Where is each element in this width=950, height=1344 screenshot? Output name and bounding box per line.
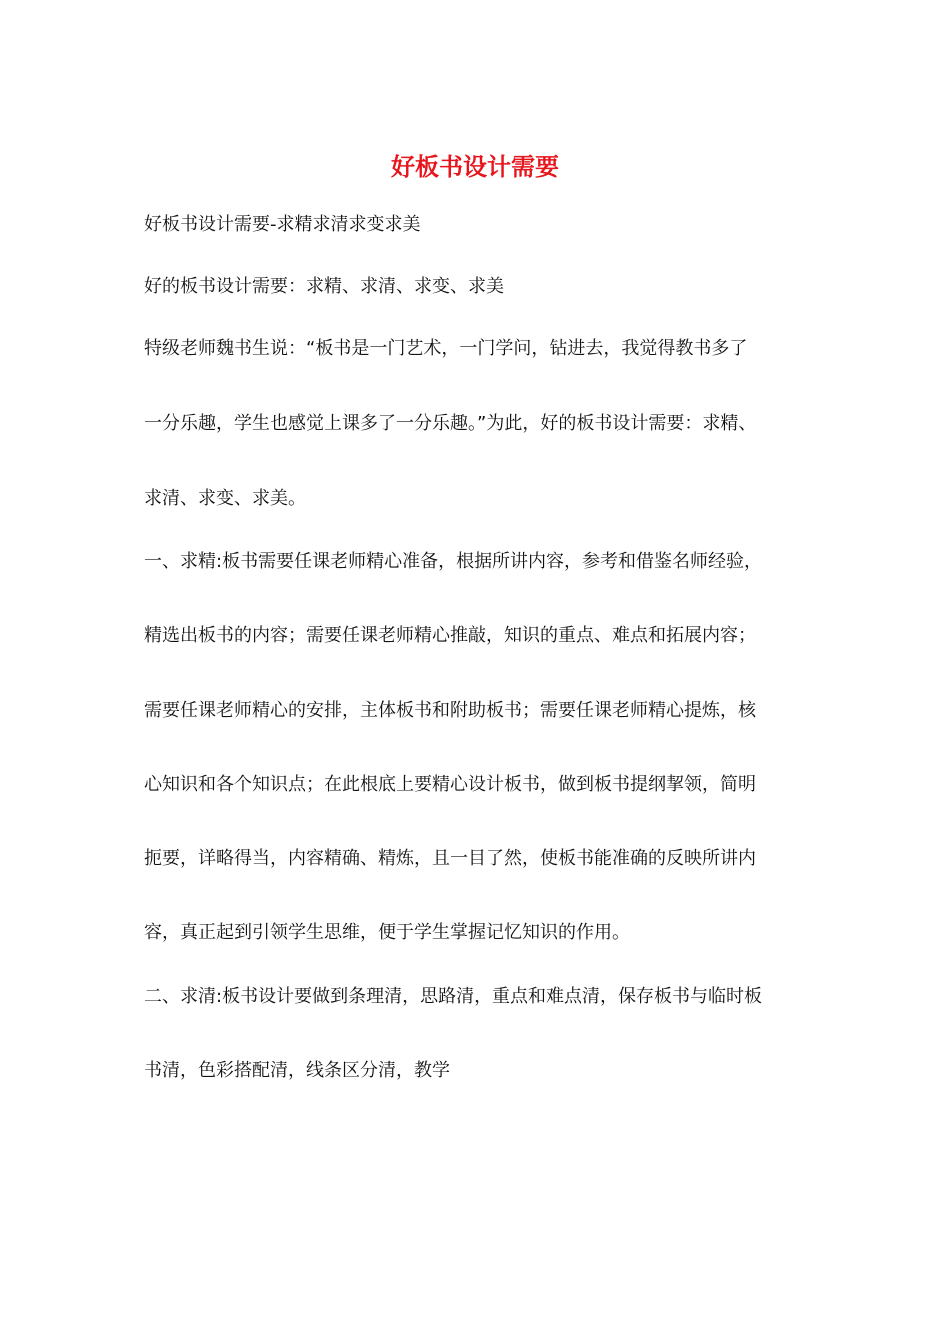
document-title: 好板书设计需要 (391, 152, 559, 181)
text-line-subtitle: 好板书设计需要-求精求清求变求美 (144, 214, 421, 235)
text-line-section2-1: 二、求清:板书设计要做到条理清，思路清，重点和难点清，保存板书与临时板 (144, 986, 763, 1007)
text-line-section1-1: 一、求精:板书需要任课老师精心准备，根据所讲内容，参考和借鉴名师经验， (144, 551, 763, 572)
text-line-section1-5: 扼要，详略得当，内容精确、精炼，且一目了然，使板书能准确的反映所讲内 (144, 848, 756, 869)
text-line-section1-2: 精选出板书的内容；需要任课老师精心推敲，知识的重点、难点和拓展内容； (144, 625, 756, 646)
text-line-section1-4: 心知识和各个知识点；在此根底上要精心设计板书，做到板书提纲挈领，简明 (144, 774, 756, 795)
text-line-quote-2: 一分乐趣，学生也感觉上课多了一分乐趣。”为此，好的板书设计需要：求精、 (144, 413, 757, 434)
text-line-section1-6: 容，真正起到引领学生思维，便于学生掌握记忆知识的作用。 (144, 922, 630, 943)
text-line-section1-3: 需要任课老师精心的安排，主体板书和附助板书；需要任课老师精心提炼，核 (144, 700, 756, 721)
text-line-section2-2: 书清，色彩搭配清，线条区分清，教学 (144, 1060, 450, 1081)
text-line-intro: 好的板书设计需要：求精、求清、求变、求美 (144, 276, 504, 297)
text-line-quote-3: 求清、求变、求美。 (144, 488, 306, 509)
text-line-quote-1: 特级老师魏书生说：“板书是一门艺术，一门学问，钻进去，我觉得教书多了 (144, 338, 748, 359)
